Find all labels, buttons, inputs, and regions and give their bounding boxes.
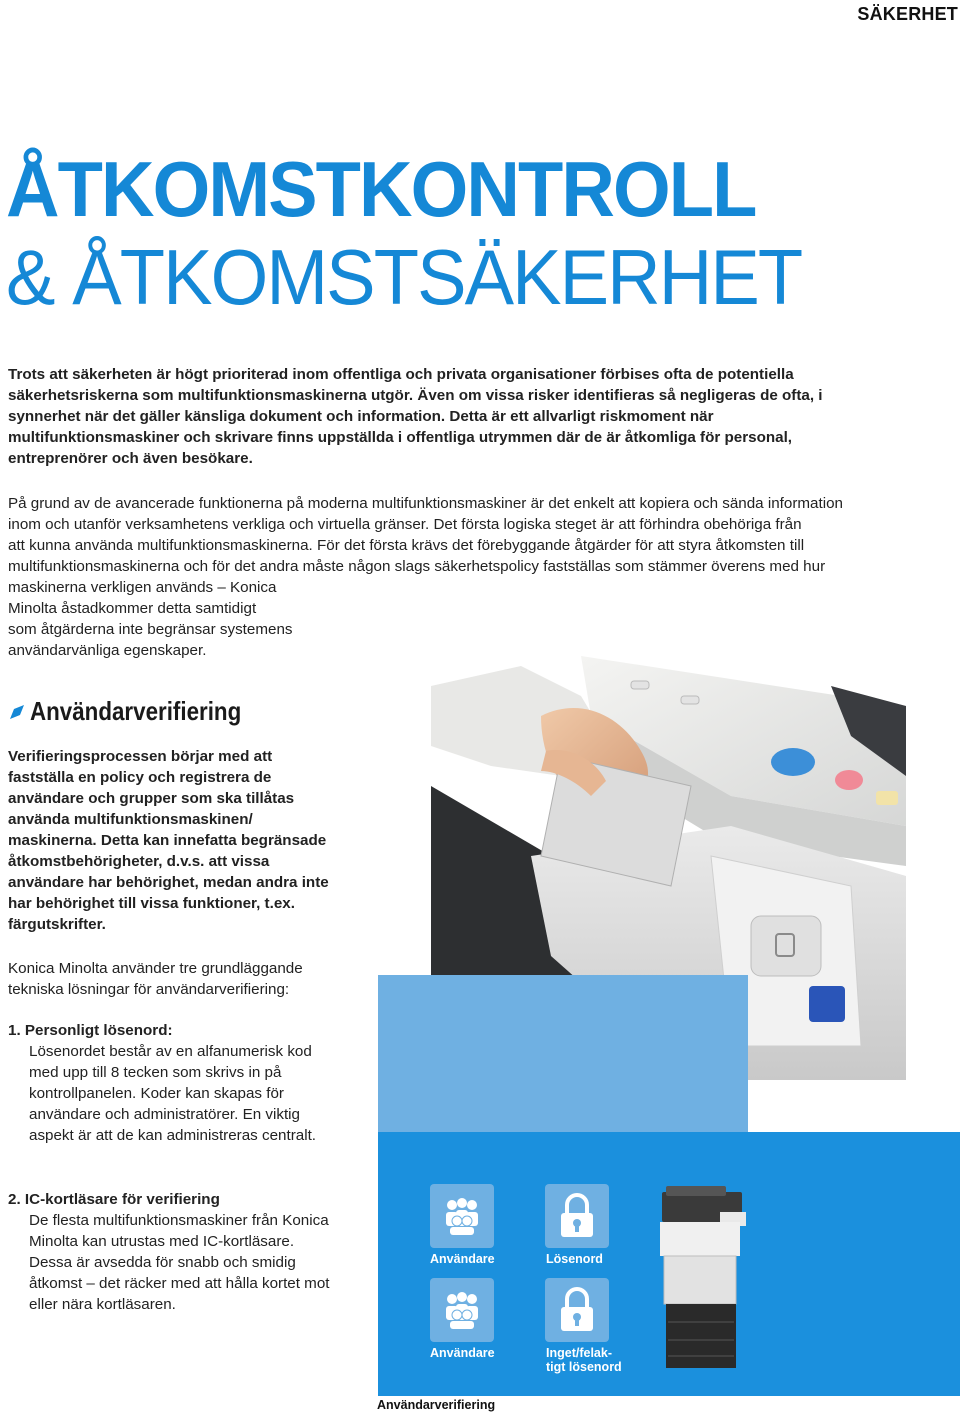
lock-icon <box>557 1193 597 1239</box>
list-item-heading: 2. IC-kortläsare för verifiering <box>8 1191 220 1208</box>
subheading-text: Användarverifiering <box>30 696 242 726</box>
subheading <box>8 696 276 727</box>
body-line: På grund av de avancerade funktionerna på moderna multifunktionsmaskiner är det enkelt att kopiera och sända information <box>8 495 843 512</box>
lock-tile <box>545 1278 609 1342</box>
users-tile <box>430 1184 494 1248</box>
intro-paragraph: Trots att säkerheten är högt prioriterad inom offentliga och privata organisationer förbises ofta de potentiella säkerhetsriskerna som multifunktionsmaskinerna utgör. Även om vissa risker identifieras så negligeras de ofta, i synnerhet när det gäller känsliga dokument och information. Detta är ett allvarligt riskmoment när multifunktionsmaskiner och skrivare finns uppställda i offentliga utrymmen där de är åtkomliga för personal, entreprenörer och även besökare. <box>8 366 823 467</box>
body-line: användarvänliga egenskaper. <box>8 642 207 659</box>
verification-diagram <box>378 1132 960 1396</box>
body-line: inom och utanför verksamhetens verkliga och virtuella gränser. Det första logiska steget är att förhindra obehöriga från <box>8 516 802 533</box>
page-title-line2: & ÅTKOMSTSÄKERHET <box>6 233 802 321</box>
verification-paragraph: Verifieringsprocessen börjar med att fastställa en policy och registrera de användare och grupper som ska tillåtas använda multifunktionsmaskinen/ maskinerna. Detta kan innefatta begränsade åtkomstbehörigheter, d.v.s. att vissa användare har behörighet, medan andra inte har behörighet till vissa funktioner, t.ex. färgutskrifter. <box>8 748 329 933</box>
section-tag: SÄKERHET <box>857 4 958 24</box>
page-title-line1: ÅTKOMSTKONTROLL <box>6 145 756 233</box>
pencil-marker-icon <box>8 703 26 721</box>
list-item-heading: 1. Personligt lösenord: <box>8 1022 173 1039</box>
body-line: som åtgärderna inte begränsar systemens <box>8 621 293 638</box>
list-item <box>8 1189 338 1315</box>
konica-paragraph: Konica Minolta använder tre grundläggande tekniska lösningar för användarverifiering: <box>8 960 303 998</box>
users-label: Användare <box>430 1346 495 1360</box>
body-paragraph <box>8 493 908 661</box>
body-line: maskinerna verkligen används – Konica <box>8 579 277 596</box>
users-icon <box>440 1196 484 1236</box>
lock-tile <box>545 1184 609 1248</box>
body-line: multifunktionsmaskinerna och för det andra måste någon slags säkerhetspolicy fastställas som stämmer överens med hur <box>8 558 826 575</box>
printer-illustration <box>660 1182 752 1372</box>
users-label: Användare <box>430 1252 495 1266</box>
wrong-password-label: Inget/felak- tigt lösenord <box>546 1346 622 1374</box>
diagram-caption: Användarverifiering <box>377 1398 496 1412</box>
list-item <box>8 1020 338 1146</box>
users-icon <box>440 1290 484 1330</box>
password-label: Lösenord <box>546 1252 603 1266</box>
list-item-desc: Lösenordet består av en alfanumerisk kod med upp till 8 tecken som skrivs in på kontrollpanelen. Koder kan skapas för användare och administratörer. En viktig aspekt är att de kan administreras centralt. <box>29 1043 317 1144</box>
list-item-desc: De flesta multifunktionsmaskiner från Konica Minolta kan utrustas med IC-kortläsare. Dessa är avsedda för snabb och smidig åtkomst – det räcker med att hålla kortet mot eller nära kortläsaren. <box>29 1212 330 1313</box>
body-line: att kunna använda multifunktionsmaskinerna. För det första krävs det förebyggande åtgärder för att styra åtkomsten till <box>8 537 805 554</box>
body-line: Minolta åstadkommer detta samtidigt <box>8 600 257 617</box>
users-tile <box>430 1278 494 1342</box>
lock-icon <box>557 1287 597 1333</box>
